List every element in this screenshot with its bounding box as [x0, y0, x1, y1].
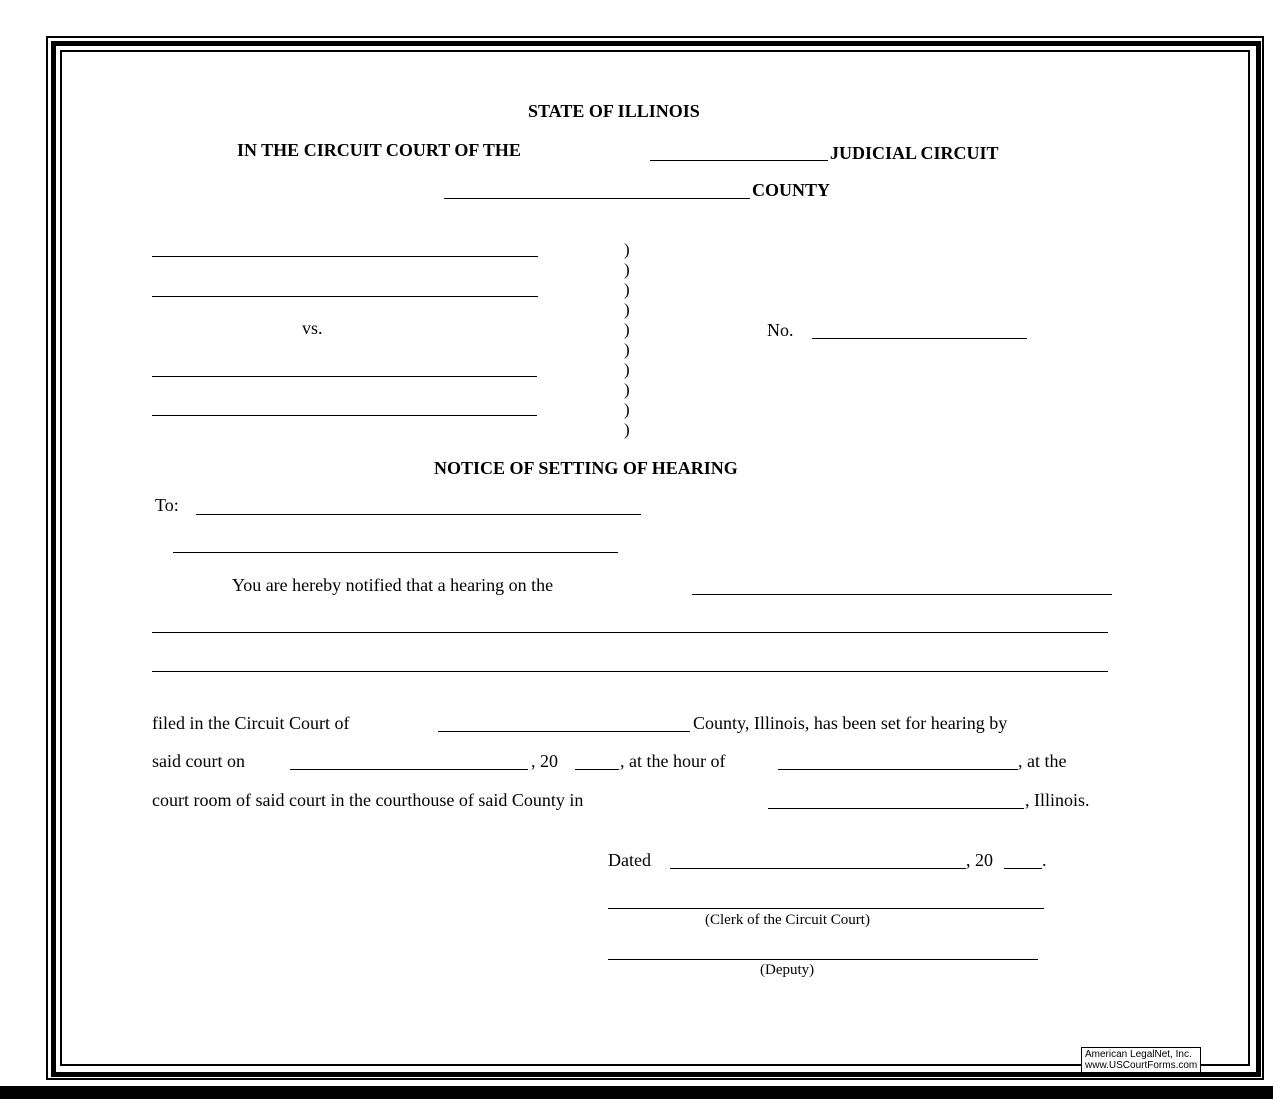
dated-blank[interactable]	[670, 868, 966, 869]
hearing-date-blank[interactable]	[290, 769, 528, 770]
notified-text: You are hereby notified that a hearing on the	[232, 575, 554, 595]
publisher-watermark	[1081, 1047, 1201, 1073]
page-border-inner	[60, 50, 1250, 1066]
caption-paren: )	[624, 320, 630, 339]
bottom-band	[0, 1086, 1273, 1099]
hearing-line-3[interactable]	[152, 671, 1108, 672]
hearing-year-blank[interactable]	[575, 769, 619, 770]
dated-year-prefix: , 20	[966, 850, 993, 870]
dated-year-blank[interactable]	[1004, 868, 1042, 869]
vs-label: vs.	[302, 318, 323, 338]
city-blank[interactable]	[768, 808, 1024, 809]
clerk-signature-line[interactable]	[608, 908, 1044, 909]
deputy-signature-line[interactable]	[608, 959, 1038, 960]
at-the-text: , at the	[1018, 751, 1067, 771]
watermark-line-1: American LegalNet, Inc.	[1085, 1049, 1192, 1060]
county-label: COUNTY	[752, 180, 831, 200]
said-court-text: said court on	[152, 751, 245, 771]
plaintiff-line-2[interactable]	[152, 296, 538, 297]
year-prefix: , 20	[531, 751, 558, 771]
plaintiff-line-1[interactable]	[152, 256, 538, 257]
filed-county-blank[interactable]	[438, 731, 690, 732]
dated-label: Dated	[608, 850, 651, 870]
state-heading: STATE OF ILLINOIS	[528, 101, 700, 121]
filed-text: filed in the Circuit Court of	[152, 713, 350, 733]
to-line-1[interactable]	[196, 514, 641, 515]
hearing-line-2[interactable]	[152, 632, 1108, 633]
county-blank[interactable]	[444, 198, 750, 199]
illinois-text: , Illinois.	[1025, 790, 1090, 810]
caption-paren: )	[624, 280, 630, 299]
case-no-label: No.	[767, 320, 794, 340]
caption-paren: )	[624, 380, 630, 399]
courtroom-text: court room of said court in the courthouse of said County in	[152, 790, 584, 810]
circuit-blank[interactable]	[650, 160, 828, 161]
caption-paren: )	[624, 360, 630, 379]
to-label: To:	[155, 495, 179, 515]
to-line-2[interactable]	[173, 552, 618, 553]
caption-paren: )	[624, 300, 630, 319]
hearing-on-blank[interactable]	[692, 594, 1112, 595]
caption-paren: )	[624, 240, 630, 259]
notice-title: NOTICE OF SETTING OF HEARING	[434, 458, 738, 478]
caption-paren: )	[624, 420, 630, 439]
caption-paren: )	[624, 340, 630, 359]
court-heading: IN THE CIRCUIT COURT OF THE	[237, 140, 521, 160]
watermark-line-2: www.USCourtForms.com	[1085, 1060, 1198, 1071]
clerk-label: (Clerk of the Circuit Court)	[705, 912, 870, 928]
caption-paren: )	[624, 400, 630, 419]
defendant-line-2[interactable]	[152, 415, 537, 416]
defendant-line-1[interactable]	[152, 376, 537, 377]
caption-paren: )	[624, 260, 630, 279]
deputy-label: (Deputy)	[760, 962, 815, 978]
hour-text: , at the hour of	[620, 751, 726, 771]
case-no-blank[interactable]	[812, 338, 1027, 339]
hour-blank[interactable]	[778, 769, 1018, 770]
dated-period: .	[1042, 850, 1047, 870]
filed-suffix-text: County, Illinois, has been set for hearing by	[693, 713, 1008, 733]
circuit-label: JUDICIAL CIRCUIT	[830, 143, 999, 163]
